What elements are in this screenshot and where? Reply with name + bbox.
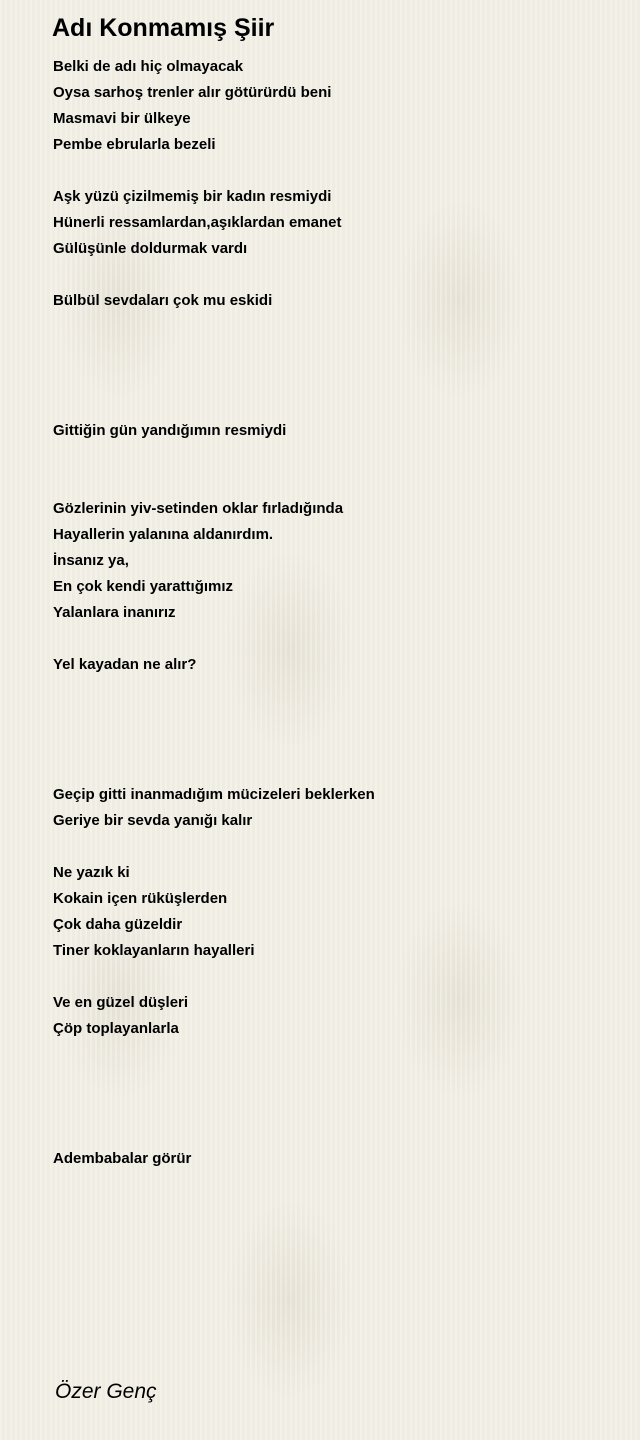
poem-line xyxy=(53,262,613,288)
poem-line xyxy=(53,314,613,340)
poem-line: İnsanız ya, xyxy=(53,552,129,569)
poem-line: Yalanlara inanırız xyxy=(53,604,176,621)
poem-line: Masmavi bir ülkeye xyxy=(53,110,191,127)
poem-line: Çok daha güzeldir xyxy=(53,916,183,933)
poem-title: Adı Konmamış Şiir xyxy=(52,14,275,42)
poem-line: Aşk yüzü çizilmemiş bir kadın resmiydi xyxy=(53,188,332,205)
poem-line: Hünerli ressamlardan,aşıklardan emanet xyxy=(53,214,342,231)
poem-line: En çok kendi yarattığımız xyxy=(53,578,234,595)
poem-line: Geriye bir sevda yanığı kalır xyxy=(53,812,253,829)
poem-line xyxy=(53,1094,613,1120)
poem-body xyxy=(53,54,613,1172)
poem-line: Ve en güzel düşleri xyxy=(53,994,189,1011)
poem-line xyxy=(53,730,613,756)
poem-line: Çöp toplayanlarla xyxy=(53,1020,179,1037)
poem-line xyxy=(53,470,613,496)
poem-line: Gittiğin gün yandığımın resmiydi xyxy=(53,422,287,439)
poem-line: Geçip gitti inanmadığım mücizeleri beklerken xyxy=(53,786,375,803)
poem-line: Ne yazık ki xyxy=(53,864,130,881)
poem-line xyxy=(53,158,613,184)
poem-line: Belki de adı hiç olmayacak xyxy=(53,58,244,75)
poem-line: Bülbül sevdaları çok mu eskidi xyxy=(53,292,273,309)
poem-line: Tiner koklayanların hayalleri xyxy=(53,942,255,959)
poem-line xyxy=(53,392,613,418)
poem-line: Adembabalar görür xyxy=(53,1150,192,1167)
author-signature: Özer Genç xyxy=(55,1380,157,1403)
poem-line xyxy=(53,1068,613,1094)
poem-line xyxy=(53,340,613,366)
poem-line xyxy=(53,964,613,990)
poem-line xyxy=(53,834,613,860)
poem-line: Yel kayadan ne alır? xyxy=(53,656,197,673)
poem-line: Kokain içen rüküşlerden xyxy=(53,890,228,907)
poem-line: Gülüşünle doldurmak vardı xyxy=(53,240,248,257)
poem-line xyxy=(53,366,613,392)
poem-line: Hayallerin yalanına aldanırdım. xyxy=(53,526,274,543)
poem-line: Gözlerinin yiv-setinden oklar fırladığında xyxy=(53,500,344,517)
poem-line xyxy=(53,626,613,652)
poem-line xyxy=(53,1042,613,1068)
poem-line xyxy=(53,704,613,730)
poem-line: Oysa sarhoş trenler alır götürürdü beni xyxy=(53,84,332,101)
poem-line xyxy=(53,444,613,470)
poem-line xyxy=(53,756,613,782)
poem-line xyxy=(53,1120,613,1146)
poem-line: Pembe ebrularla bezeli xyxy=(53,136,216,153)
poem-line xyxy=(53,678,613,704)
